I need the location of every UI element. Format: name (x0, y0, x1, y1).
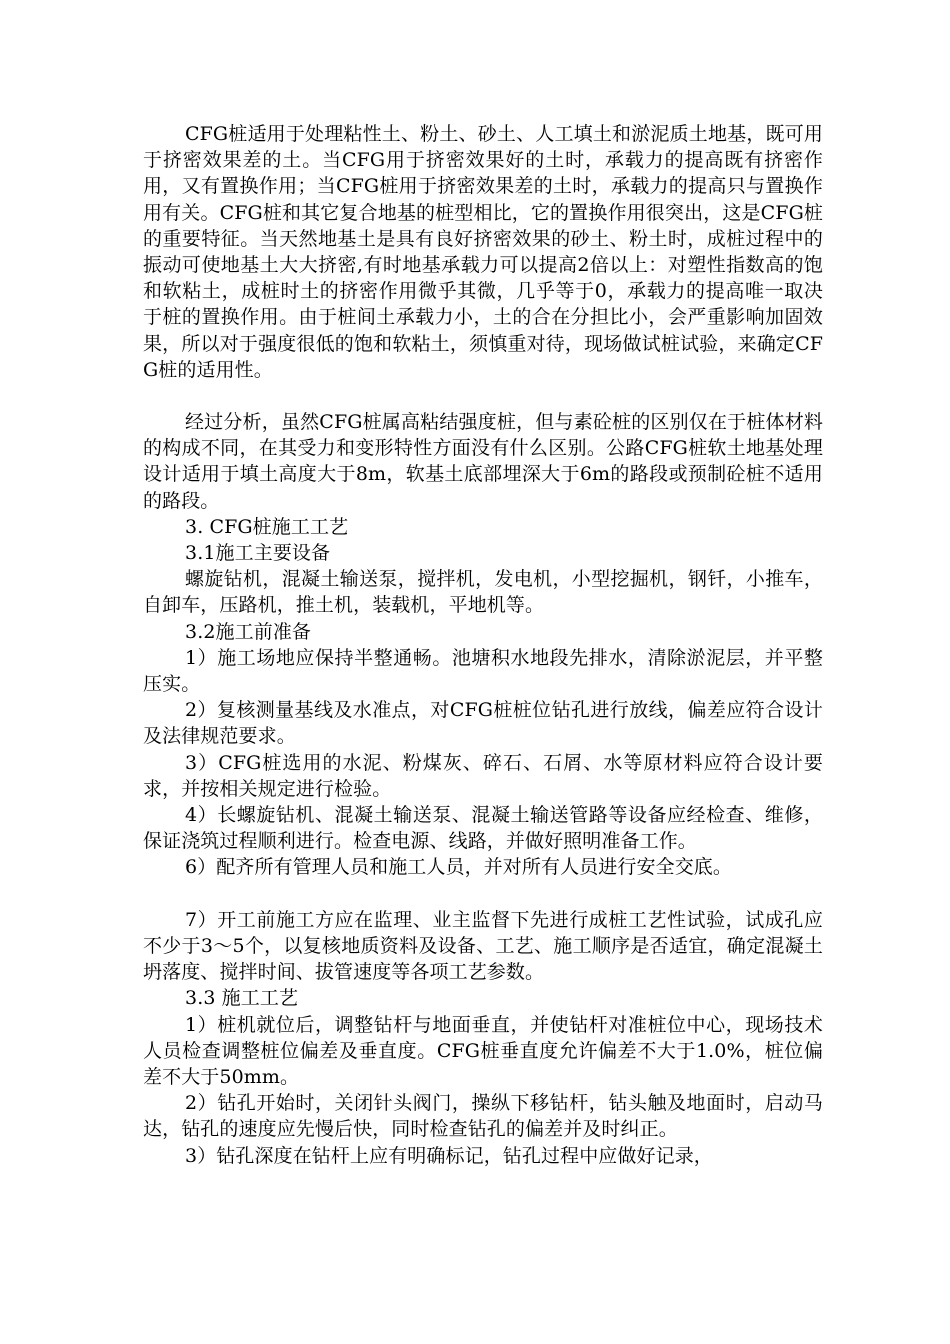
list-item-prep-2: 2）复核测量基线及水准点，对CFG桩桩位钻孔进行放线，偏差应符合设计及法律规范要求。 (143, 699, 823, 748)
list-item-process-3: 3）钻孔深度在钻杆上应有明确标记，钻孔过程中应做好记录， (185, 1144, 713, 1167)
paragraph-gap (143, 383, 823, 409)
paragraph-equipment-list: 螺旋钻机，混凝土输送泵，搅拌机，发电机，小型挖掘机，钢钎，小推车，自卸车，压路机，推土机，装载机，平地机等。 (143, 568, 823, 617)
heading-section-3-3: 3.3 施工工艺 (185, 987, 299, 1010)
list-item-prep-6: 6）配齐所有管理人员和施工人员，并对所有人员进行安全交底。 (185, 856, 732, 879)
heading-section-3-1: 3.1施工主要设备 (185, 542, 331, 565)
list-item-prep-1: 1）施工场地应保持半整通畅。池塘积水地段先排水，清除淤泥层，并平整压实。 (143, 646, 823, 696)
paragraph-cfg-applicability: CFG桩适用于处理粘性土、粉土、砂土、人工填土和淤泥质土地基，既可用于挤密效果差的土。当CFG用于挤密效果好的土时，承载力的提高既有挤密作用，又有置换作用；当CFG桩用于挤密效果差的土时，承载力的提高只与置换作用有关。CFG桩和其它复合地基的桩型相比，它的置换作用很突出，这是CFG桩的重要特征。当天然地基土是具有良好挤密效果的砂土、粉土时，成桩过程中的振动可使地基土大大挤密,有时地基承载力可以提高2倍以上：对塑性指数高的饱和软粘土，成桩时土的挤密作用微乎其微，几乎等于0，承载力的提高唯一取决于桩的置换作用。由于桩间土承载力小，土的合在分担比小，会严重影响加固效果，所以对于强度很低的饱和软粘土，须慎重对待，现场做试桩试验，来确定CFG桩的适用性。 (143, 123, 823, 381)
list-item-prep-3: 3）CFG桩选用的水泥、粉煤灰、碎石、石屑、水等原材料应符合设计要求，并按相关规定进行检验。 (143, 751, 823, 800)
paragraph-analysis: 经过分析，虽然CFG桩属高粘结强度桩，但与素砼桩的区别仅在于桩体材料的构成不同，在其受力和变形特性方面没有什么区别。公路CFG桩软土地基处理设计适用于填土高度大于8m，软基土底部埋深大于6m的路段或预制砼桩不适用的路段。 (143, 411, 823, 512)
list-item-prep-7: 7）开工前施工方应在监理、业主监督下先进行成桩工艺性试验，试成孔应不少于3～5个，以复核地质资料及设备、工艺、施工顺序是否适宜，确定混凝土坍落度、搅拌时间、拔管速度等各项工艺参数。 (143, 908, 823, 984)
list-item-prep-4: 4）长螺旋钻机、混凝土输送泵、混凝土输送管路等设备应经检查、维修，保证浇筑过程顺利进行。检查电源、线路，并做好照明准备工作。 (143, 804, 823, 853)
heading-section-3-2: 3.2施工前准备 (185, 620, 312, 643)
list-item-process-1: 1）桩机就位后，调整钻杆与地面垂直，并使钻杆对准桩位中心，现场技术人员检查调整桩位偏差及垂直度。CFG桩垂直度允许偏差不大于1.0%，桩位偏差不大于50mm。 (143, 1013, 823, 1088)
heading-section-3: 3. CFG桩施工工艺 (185, 515, 349, 538)
list-item-process-2: 2）钻孔开始时，关闭针头阀门，操纵下移钻杆，钻头触及地面时，启动马达，钻孔的速度应先慢后快，同时检查钻孔的偏差并及时纠正。 (143, 1092, 823, 1141)
paragraph-gap (143, 881, 823, 907)
document-body (143, 121, 823, 1169)
